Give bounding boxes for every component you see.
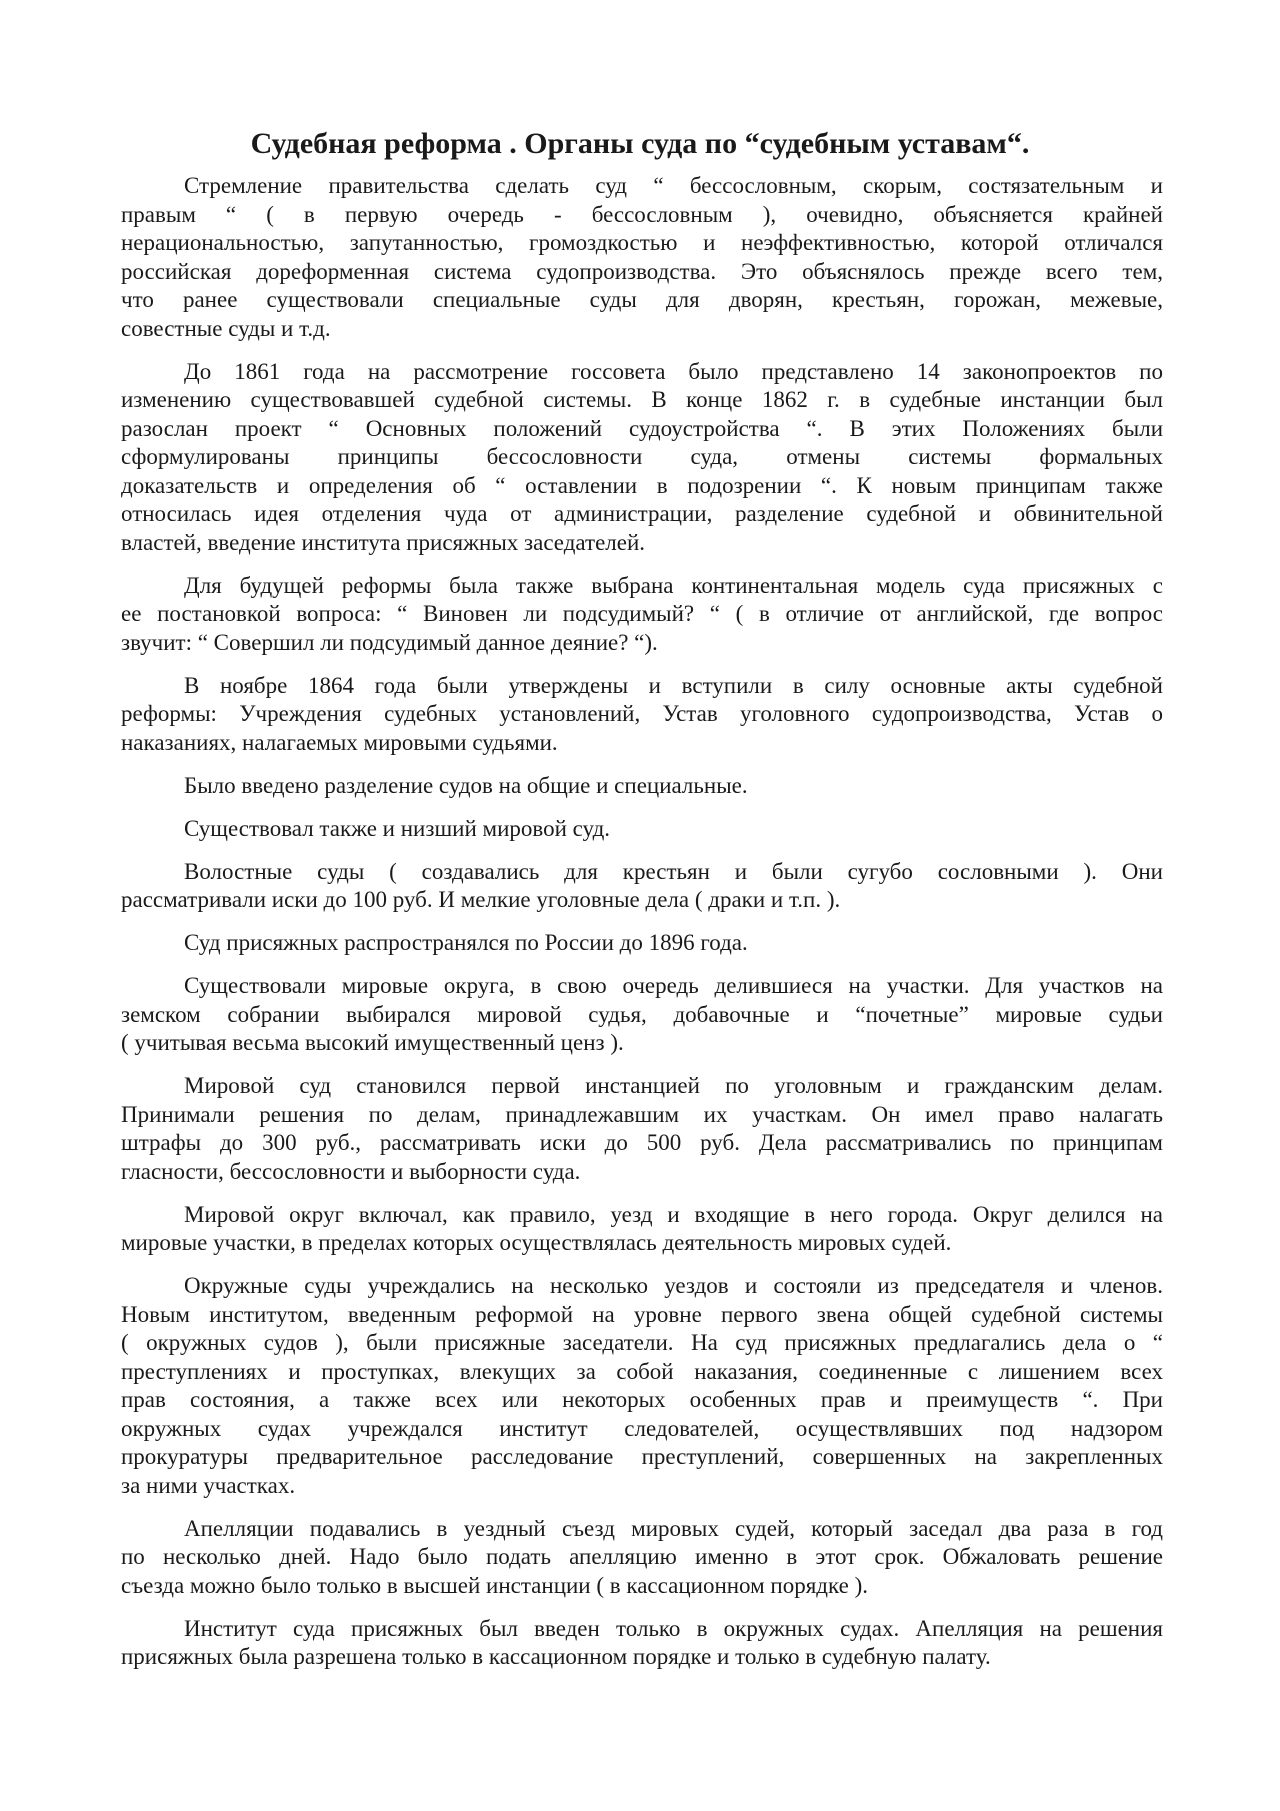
text-line: присяжных была разрешена только в кассационном порядке и только в судебную палату. (121, 1644, 991, 1669)
text-line: гласности, бессословности и выборности суда. (121, 1158, 581, 1184)
text-line: В ноябре 1864 года были утверждены и вступили в силу основные акты судебной (184, 672, 1163, 698)
text-line: совестные суды и т.д. (121, 315, 331, 341)
text-line: Мировой суд становился первой инстанцией по уголовным и гражданским делам. (184, 1073, 1163, 1098)
document-title: Судебная реформа . Органы суда по “судебным уставам“. (250, 127, 1030, 160)
paragraph (121, 358, 1163, 558)
paragraph (121, 772, 1163, 801)
text-line: ( окружных судов ), были присяжные заседатели. На суд присяжных предлагались дела о “ (121, 1330, 1163, 1355)
text-line: реформы: Учреждения судебных установлений, Устав уголовного судопроизводства, Устав о (121, 701, 1163, 726)
text-line: ( учитывая весьма высокий имущественный ценз ). (121, 1030, 624, 1055)
text-line: прокуратуры предварительное расследование преступлений, совершенных на закрепленных (121, 1444, 1163, 1469)
text-line: что ранее существовали специальные суды для дворян, крестьян, горожан, межевые, (121, 287, 1163, 312)
text-line: по несколько дней. Надо было подать апелляцию именно в этот срок. Обжаловать решение (121, 1544, 1163, 1569)
text-line: Для будущей реформы была также выбрана континентальная модель суда присяжных с (184, 572, 1163, 598)
text-line: за ними участках. (121, 1472, 296, 1498)
paragraph (121, 1272, 1163, 1500)
text-line: мировые участки, в пределах которых осуществлялась деятельность мировых судей. (121, 1230, 952, 1255)
paragraph (121, 858, 1163, 915)
text-line: относилась идея отделения чуда от администрации, разделение судебной и обвинительной (121, 501, 1163, 526)
text-line: звучит: “ Совершил ли подсудимый данное деяние? “). (121, 629, 658, 655)
paragraph (121, 672, 1163, 758)
text-line: Апелляции подавались в уездный съезд мировых судей, который заседал два раза в год (184, 1515, 1163, 1541)
paragraph (121, 815, 1163, 844)
paragraph (121, 929, 1163, 958)
text-line: Институт суда присяжных был введен только в окружных судах. Апелляция на решения (184, 1615, 1163, 1641)
text-line: наказаниях, налагаемых мировыми судьями. (121, 729, 558, 755)
text-line: Было введено разделение судов на общие и специальные. (184, 772, 748, 798)
text-line: штрафы до 300 руб., рассматривать иски до 500 руб. Дела рассматривались по принципам (121, 1130, 1163, 1155)
text-line: Существовал также и низший мировой суд. (184, 815, 611, 841)
paragraph (121, 972, 1163, 1058)
text-line: Окружные суды учреждались на несколько уездов и состояли из председателя и членов. (184, 1273, 1163, 1298)
text-line: Мировой округ включал, как правило, уезд и входящие в него города. Округ делился на (184, 1201, 1163, 1227)
paragraph (121, 1201, 1163, 1258)
text-line: доказательств и определения об “ оставлении в подозрении “. К новым принципам также (121, 472, 1163, 498)
text-line: Волостные суды ( создавались для крестьян и были сугубо сословными ). Они (184, 858, 1163, 884)
text-line: Новым институтом, введенным реформой на уровне первого звена общей судебной системы (121, 1301, 1163, 1327)
text-line: окружных судах учреждался институт следователей, осуществлявших под надзором (121, 1415, 1163, 1441)
paragraph (121, 172, 1163, 343)
document-body (121, 172, 1163, 1686)
text-line: ее постановкой вопроса: “ Виновен ли подсудимый? “ ( в отличие от английской, где вопрос (121, 601, 1163, 626)
text-line: Принимали решения по делам, принадлежавшим их участкам. Он имел право налагать (121, 1101, 1163, 1127)
text-line: Стремление правительства сделать суд “ бессословным, скорым, состязательным и (184, 173, 1163, 198)
text-line: преступлениях и проступках, влекущих за собой наказания, соединенные с лишением всех (121, 1358, 1163, 1384)
text-line: рассматривали иски до 100 руб. И мелкие уголовные дела ( драки и т.п. ). (121, 887, 841, 912)
text-line: До 1861 года на рассмотрение госсовета было представлено 14 законопроектов по (184, 358, 1163, 384)
text-line: российская дореформенная система судопроизводства. Это объяснялось прежде всего тем, (121, 258, 1163, 284)
text-line: изменению существовавшей судебной системы. В конце 1862 г. в судебные инстанции был (121, 387, 1163, 412)
text-line: правым “ ( в первую очередь - бессословным ), очевидно, объясняется крайней (121, 201, 1163, 227)
text-line: Существовали мировые округа, в свою очередь делившиеся на участки. Для участков на (184, 973, 1163, 998)
text-line: властей, введение института присяжных заседателей. (121, 529, 646, 555)
text-line: нерациональностью, запутанностью, громоздкостью и неэффективностью, которой отличался (121, 230, 1163, 255)
paragraph (121, 1515, 1163, 1601)
paragraph (121, 572, 1163, 658)
text-line: сформулированы принципы бессословности суда, отмены системы формальных (121, 444, 1163, 469)
text-line: прав состояния, а также всех или некоторых особенных прав и преимуществ “. При (121, 1387, 1163, 1412)
text-line: Суд присяжных распространялся по России до 1896 года. (184, 930, 748, 955)
text-line: разослан проект “ Основных положений судоустройства “. В этих Положениях были (121, 415, 1163, 441)
text-line: съезда можно было только в высшей инстанции ( в кассационном порядке ). (121, 1572, 868, 1598)
paragraph (121, 1072, 1163, 1186)
text-line: земском собрании выбирался мировой судья, добавочные и “почетные” мировые судьи (121, 1001, 1163, 1027)
paragraph (121, 1615, 1163, 1672)
